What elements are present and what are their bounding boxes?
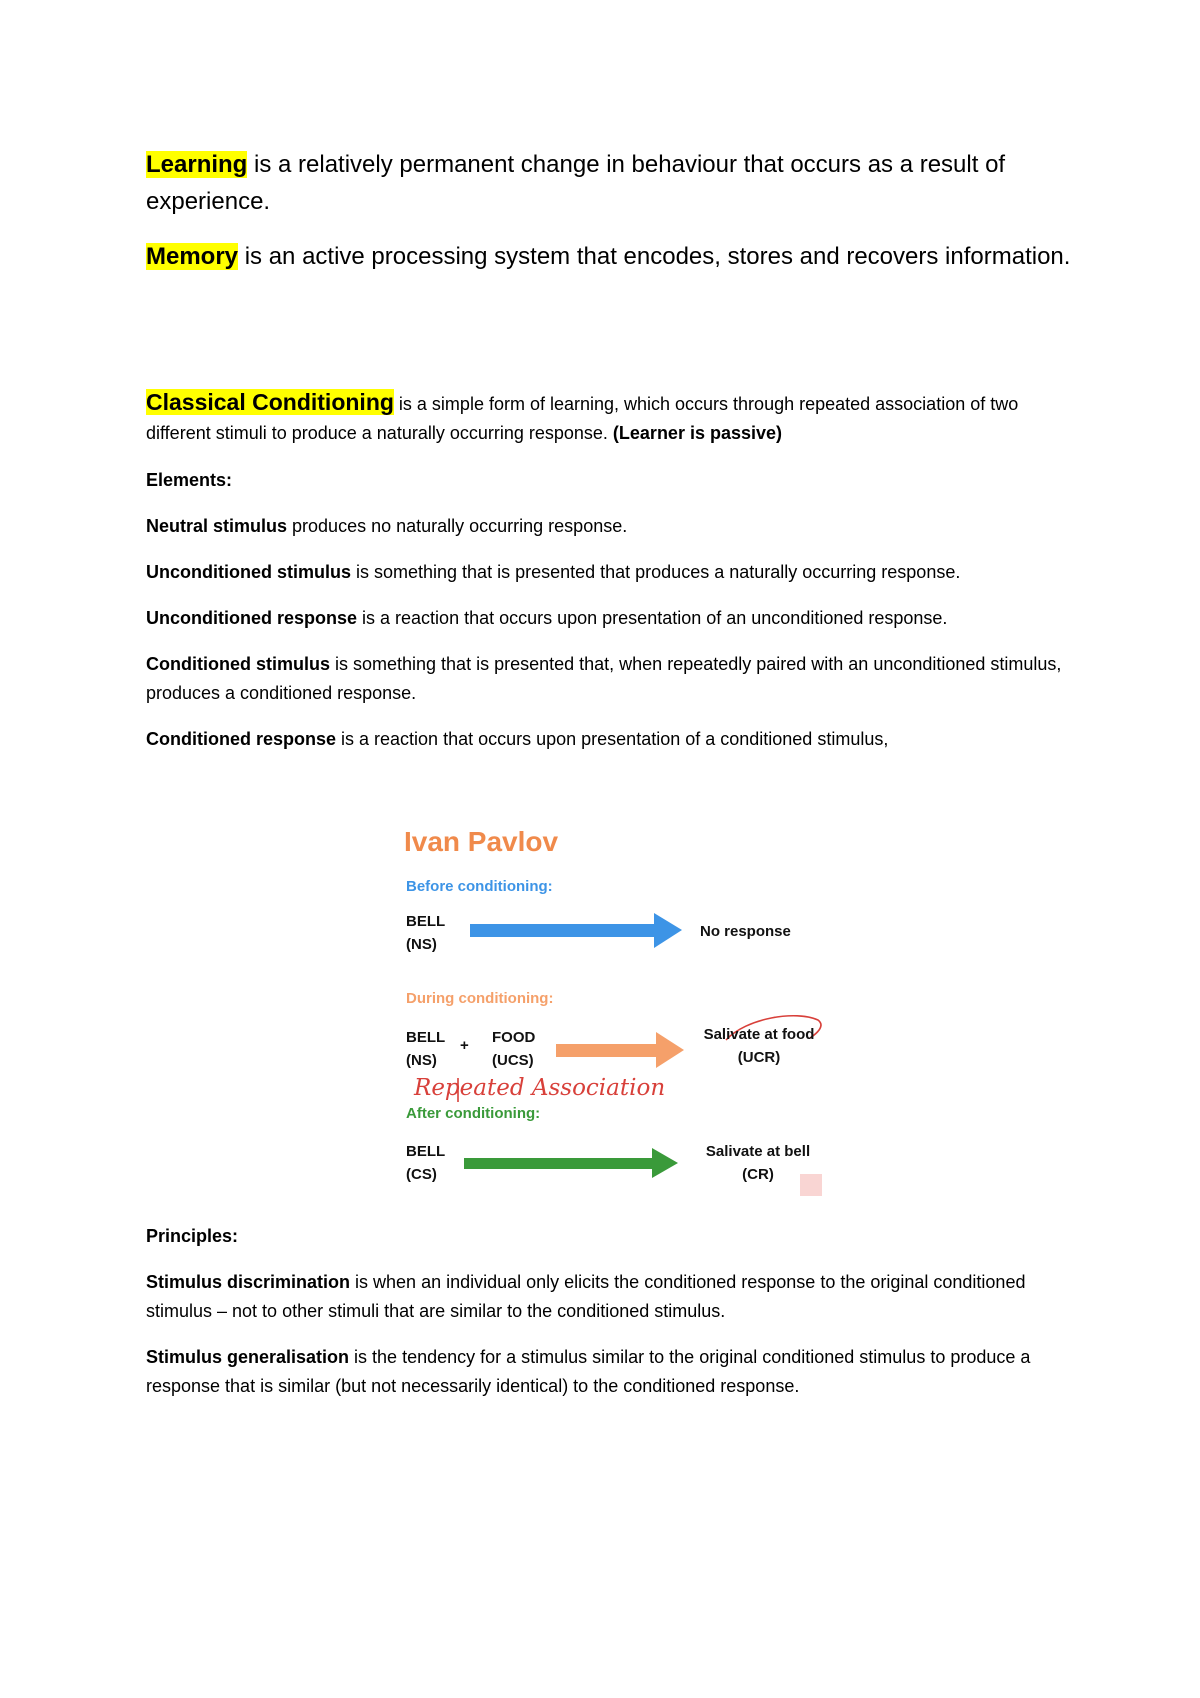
before-arrow: [470, 913, 682, 948]
during-result: [696, 1023, 822, 1069]
principle-term: Stimulus generalisation: [146, 1347, 350, 1367]
figure-title: Ivan Pavlov: [404, 826, 559, 857]
classical-term: Classical Conditioning: [146, 389, 394, 415]
during-arrow: [556, 1032, 684, 1068]
memory-text: is an active processing system that encodes, stores and recovers information.: [238, 243, 1071, 270]
during-plus: +: [460, 1037, 469, 1054]
before-left-line1: BELL: [406, 913, 446, 930]
during-heading: During conditioning:: [406, 990, 554, 1007]
after-left-line2: (CS): [406, 1166, 437, 1183]
element-term: Neutral stimulus: [146, 516, 288, 536]
principle-item: [146, 1343, 1076, 1401]
principles-heading: Principles:: [146, 1226, 239, 1246]
during-left: [406, 1026, 445, 1072]
element-item: [146, 725, 1076, 754]
element-term: Conditioned stimulus: [146, 654, 330, 674]
during-mid-line1: FOOD: [492, 1029, 536, 1046]
after-result: [696, 1140, 820, 1186]
learning-text: is a relatively permanent change in behaviour that occurs as a result of experience.: [146, 151, 1006, 215]
during-left-line1: BELL: [406, 1029, 446, 1046]
element-item: [146, 558, 1076, 587]
during-left-line2: (NS): [406, 1052, 437, 1069]
handwritten-note: Repeated Association: [414, 1075, 666, 1101]
after-result-line1: Salivate at bell: [705, 1143, 811, 1160]
during-result-line1: Salivate at food: [703, 1026, 815, 1043]
principle-text: is when an individual only elicits the conditioned response to the original conditioned stimulus – not to other stimuli that are similar to the conditioned stimulus.: [146, 1272, 1026, 1321]
principle-term: Stimulus discrimination: [146, 1272, 351, 1292]
principle-item: [146, 1268, 1076, 1326]
memory-definition: [146, 238, 1076, 275]
element-text: is a reaction that occurs upon presentation of a conditioned stimulus,: [336, 729, 889, 749]
after-result-line2: (CR): [742, 1166, 774, 1183]
element-item: [146, 650, 1076, 708]
before-heading: Before conditioning:: [406, 878, 553, 895]
element-term: Conditioned response: [146, 729, 337, 749]
after-left-line1: BELL: [406, 1143, 446, 1160]
during-result-line2: (UCR): [737, 1049, 781, 1066]
classical-note: (Learner is passive): [612, 423, 783, 443]
after-heading: After conditioning:: [406, 1105, 541, 1122]
elements-heading: Elements:: [146, 470, 233, 490]
pavlov-diagram: [396, 820, 856, 1210]
before-left: [406, 910, 445, 956]
after-left: [406, 1140, 445, 1186]
learning-term: Learning: [146, 151, 248, 178]
classical-text: is a simple form of learning, which occurs through repeated association of two different stimuli to produce a naturally occurring response.: [146, 394, 1019, 443]
element-text: is something that is presented that produces a naturally occurring response.: [351, 562, 961, 582]
element-term: Unconditioned response: [146, 608, 358, 628]
element-term: Unconditioned stimulus: [146, 562, 351, 582]
element-item: [146, 604, 1076, 633]
element-text: is something that is presented that, when repeatedly paired with an unconditioned stimulus, produces a conditioned response.: [146, 654, 1062, 703]
principle-text: is the tendency for a stimulus similar to the original conditioned stimulus to produce a response that is similar (but not necessarily identical) to the conditioned response.: [146, 1347, 1031, 1396]
during-mid-line2: (UCS): [492, 1052, 534, 1069]
before-left-line2: (NS): [406, 936, 437, 953]
classical-conditioning-definition: [146, 388, 1076, 448]
learning-definition: [146, 146, 1076, 220]
element-item: [146, 512, 1076, 541]
element-text: produces no naturally occurring response.: [287, 516, 628, 536]
element-text: is a reaction that occurs upon presentation of an unconditioned response.: [357, 608, 948, 628]
memory-term: Memory: [146, 243, 239, 270]
during-middle: [492, 1026, 535, 1072]
before-result: No response: [700, 923, 791, 940]
after-arrow: [464, 1148, 678, 1178]
